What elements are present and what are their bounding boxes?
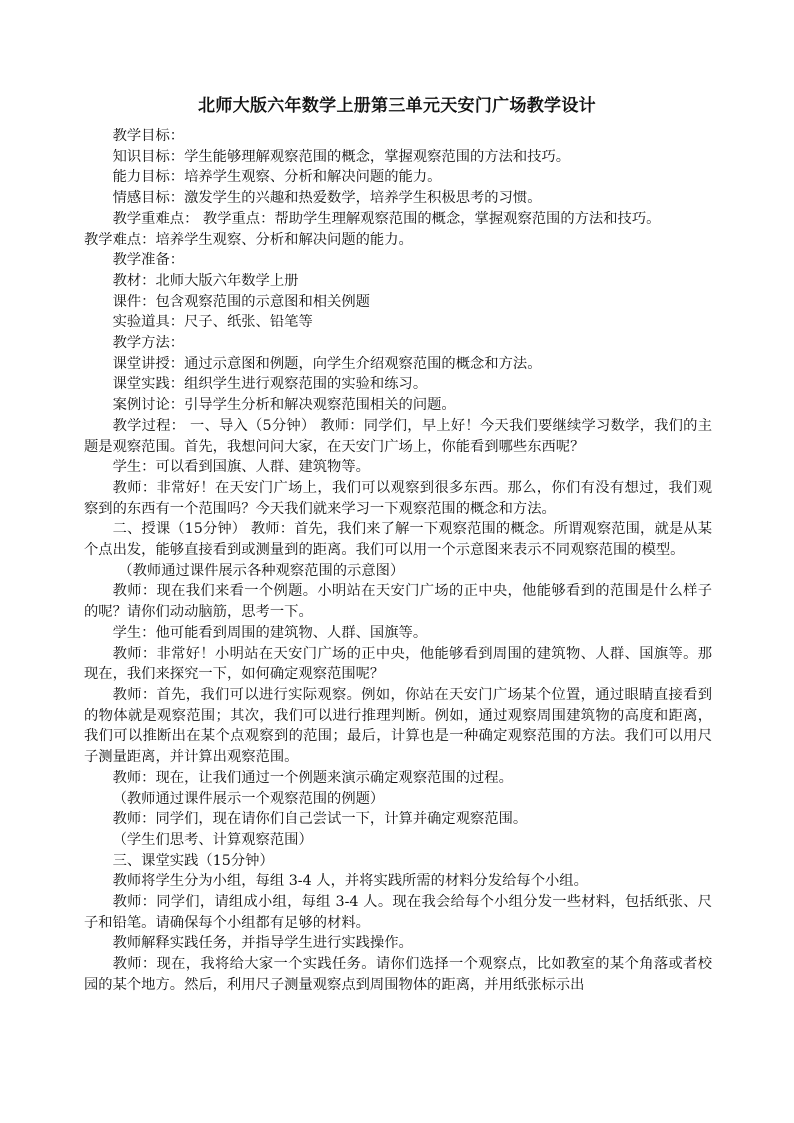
paragraph-difficult-points: 教学难点：培养学生观察、分析和解决问题的能力。 xyxy=(84,231,413,248)
paragraph-teacher-response-2: 教师：非常好！小明站在天安门广场的正中央，他能够看到周围的建筑物、人群、国旗等。那现在，我们来探究一下，如何确定观察范围呢？ xyxy=(84,645,712,683)
document-body xyxy=(84,126,712,996)
paragraph-courseware: 课件：包含观察范围的示意图和相关例题 xyxy=(112,293,370,310)
paragraph-teacher-response-1: 教师：非常好！在天安门广场上，我们可以观察到很多东西。那么，你们有没有想过，我们观察到的东西有一个范围吗？今天我们就来学习一下观察范围的概念和方法。 xyxy=(84,479,712,517)
paragraph-task-description: 教师：现在，我将给大家一个实践任务。请你们选择一个观察点，比如教室的某个角落或者校园的某个地方。然后，利用尺子测量观察点到周围物体的距离，并用纸张标示出 xyxy=(84,956,712,993)
paragraph-emotion-goal: 情感目标：激发学生的兴趣和热爱数学，培养学生积极思考的习惯。 xyxy=(112,190,542,207)
paragraph-grouping: 教师将学生分为小组，每组 3-4 人，并将实践所需的材料分发给每个小组。 xyxy=(112,873,588,890)
paragraph-task-guidance: 教师解释实践任务，并指导学生进行实践操作。 xyxy=(112,935,413,952)
paragraph-key-points: 教学重难点： 教学重点：帮助学生理解观察范围的概念，掌握观察范围的方法和技巧。 xyxy=(112,210,661,227)
paragraph-teaching-goals-heading: 教学目标： xyxy=(112,128,185,144)
paragraph-materials: 教师：同学们，请组成小组，每组 3-4 人。现在我会给每个小组分发一些材料，包括纸张、尺子和铅笔。请确保每个小组都有足够的材料。 xyxy=(84,894,712,931)
paragraph-ability-goal: 能力目标：培养学生观察、分析和解决问题的能力。 xyxy=(112,169,442,186)
paragraph-student-answer-1: 学生：可以看到国旗、人群、建筑物等。 xyxy=(112,459,370,476)
paragraph-student-try: 教师：同学们，现在请你们自己尝试一下，计算并确定观察范围。 xyxy=(112,811,528,828)
paragraph-methods-explanation: 教师：首先，我们可以进行实际观察。例如，你站在天安门广场某个位置，通过眼睛直接看到的物体就是观察范围；其次，我们可以进行推理判断。例如，通过观察周围建筑物的高度和距离，我们可以推断出在某个点观察到的范围；最后，计算也是一种确定观察范围的方法。我们可以用尺子测量距离，并计算出观察范围。 xyxy=(84,686,712,766)
paragraph-student-thinking: （学生们思考、计算观察范围） xyxy=(112,831,313,848)
paragraph-case-discussion: 案例讨论：引导学生分析和解决观察范围相关的问题。 xyxy=(112,397,456,414)
paragraph-process-intro: 教学过程： 一、导入（5分钟） 教师：同学们，早上好！今天我们要继续学习数学，我们的主题是观察范围。首先，我想问问大家，在天安门广场上，你能看到哪些东西呢？ xyxy=(84,417,712,455)
paragraph-courseware-note-2: （教师通过课件展示一个观察范围的例题） xyxy=(112,790,385,807)
paragraph-student-answer-2: 学生：他可能看到周围的建筑物、人群、国旗等。 xyxy=(112,624,428,641)
paragraph-practice-section: 三、课堂实践（15分钟） xyxy=(112,852,274,869)
paragraph-demo-intro: 教师：现在，让我们通过一个例题来演示确定观察范围的过程。 xyxy=(112,769,513,786)
paragraph-props: 实验道具：尺子、纸张、铅笔等 xyxy=(112,314,313,331)
paragraph-preparation-heading: 教学准备： xyxy=(112,252,185,269)
paragraph-example-question: 教师：现在我们来看一个例题。小明站在天安门广场的正中央，他能够看到的范围是什么样子的呢？请你们动动脑筋，思考一下。 xyxy=(84,583,712,621)
document-title: 北师大版六年数学上册第三单元天安门广场教学设计 xyxy=(198,96,596,116)
paragraph-knowledge-goal: 知识目标：学生能够理解观察范围的概念，掌握观察范围的方法和技巧。 xyxy=(112,148,571,165)
paragraph-textbook: 教材：北师大版六年数学上册 xyxy=(112,272,299,289)
paragraph-practice: 课堂实践：组织学生进行观察范围的实验和练习。 xyxy=(112,376,428,393)
paragraph-methods-heading: 教学方法： xyxy=(112,335,185,352)
paragraph-courseware-note-1: （教师通过课件展示各种观察范围的示意图） xyxy=(118,562,405,579)
paragraph-lecture: 课堂讲授：通过示意图和例题，向学生介绍观察范围的概念和方法。 xyxy=(112,355,542,372)
paragraph-lecture-section: 二、授课（15分钟） 教师：首先，我们来了解一下观察范围的概念。所谓观察范围，就是从某个点出发，能够直接看到或测量到的距离。我们可以用一个示意图来表示不同观察范围的模型。 xyxy=(84,521,712,559)
